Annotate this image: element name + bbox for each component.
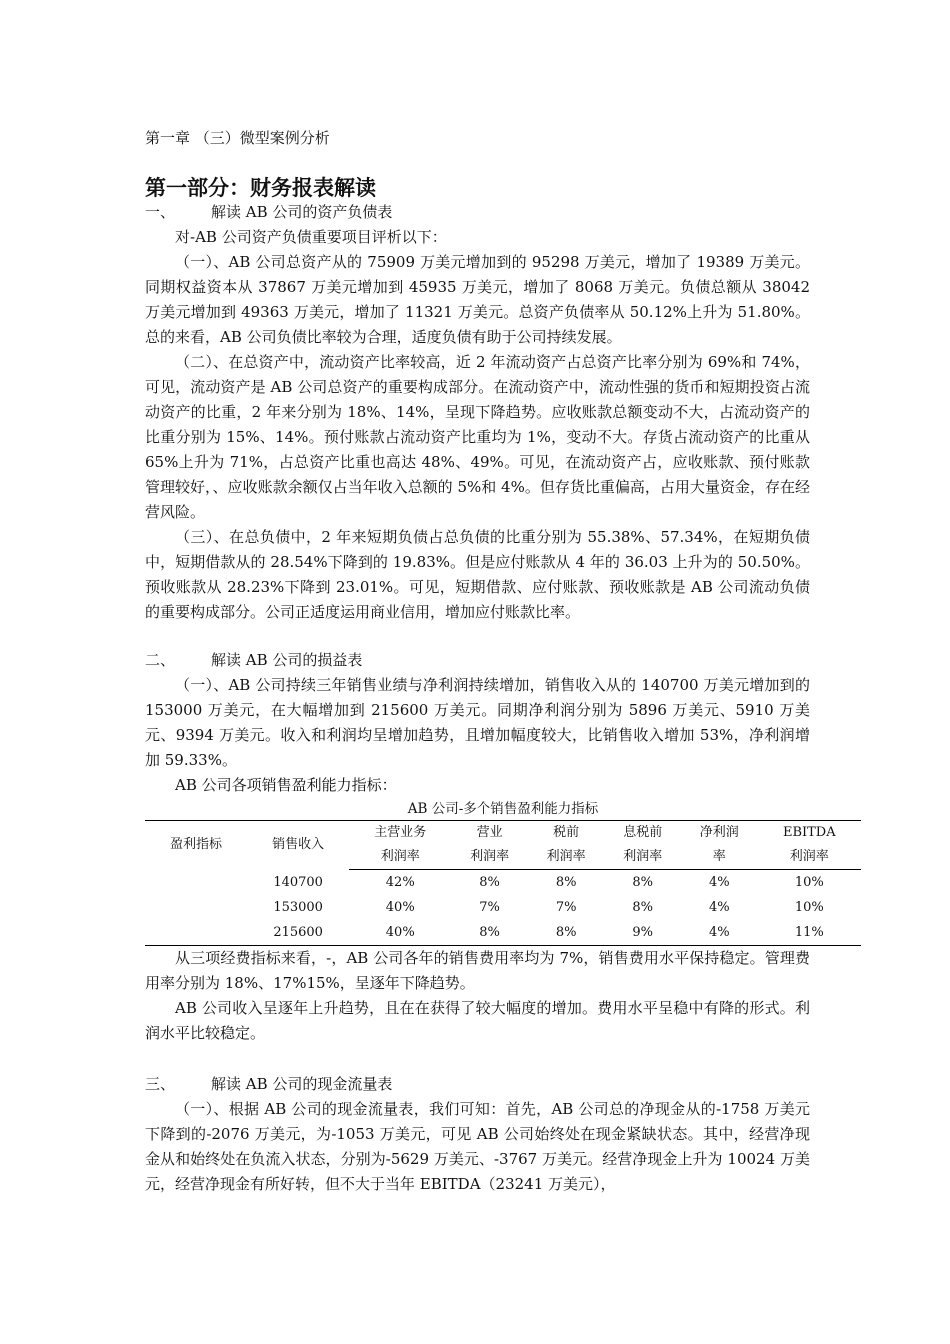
chapter-line: 第一章 （三）微型案例分析 — [145, 129, 330, 147]
table-cell: 4% — [708, 900, 730, 915]
header-cell: 盈利指标 — [145, 821, 247, 870]
table-cell: 8% — [479, 875, 500, 890]
table-cell: 10% — [794, 875, 824, 890]
section-heading — [145, 1072, 810, 1097]
paragraph: （一）、AB 公司总资产从的 75909 万美元增加到的 95298 万美元，增加了 19389 万美元。同期权益资本从 37867 万美元增加到 45935 万美元，增加了 8068 万美元。负债总额从 38042 万美元增加到 49363 万美元，增加了 11321 万美元。总资产负债率从 50.12%上升为 51.80%。总的来看，AB 公司负债比率较为合理，适度负债有助于公司持续发展。 — [145, 253, 810, 346]
section-number: 二、 — [145, 651, 176, 669]
table-cell: 215600 — [247, 920, 349, 946]
section-income-statement — [145, 648, 836, 1046]
paragraph: 从三项经费指标来看，-，AB 公司各年的销售费用率均为 7%，销售费用水平保持稳定。管理费用率分别为 18%、17%15%，呈逐年下降趋势。 — [145, 949, 810, 992]
header-cell: EBITDA — [758, 821, 861, 846]
table-cell: 8% — [555, 875, 577, 890]
table-cell: 7% — [479, 900, 500, 915]
section-title: 解读 AB 公司的现金流量表 — [211, 1075, 393, 1093]
header-cell: 税前 — [528, 821, 605, 846]
header-cell: 利润率 — [604, 845, 681, 870]
paragraph: （一）、根据 AB 公司的现金流量表，我们可知：首先，AB 公司总的净现金从的-1758 万美元下降到的-2076 万美元，为-1053 万美元，可见 AB 公司始终处在现金紧缺状态。其中，经营净现金从和始终处在负流入状态，分别为-5629 万美元、-3767 万美元。经营净现金上升为 10024 万美元，经营净现金有所好转，但不大于当年 EBITDA（23241 万美元）， — [145, 1100, 810, 1193]
header-cell: 销售收入 — [247, 821, 349, 870]
table-cell: 10% — [794, 900, 824, 915]
section-balance-sheet — [145, 200, 810, 625]
table-cell: 11% — [758, 920, 861, 946]
table-cell: 4% — [681, 920, 758, 946]
paragraph: （一）、AB 公司持续三年销售业绩与净利润持续增加，销售收入从的 140700 万美元增加到的 153000 万美元，在大幅增加到 215600 万美元。同期净利润分别为 5896 万美元、5910 万美元、9394 万美元。收入和利润均呈增加趋势，且增加幅度较大，比销售收入增加 53%，净利润增加 59.33%。 — [145, 676, 810, 769]
section-title: 解读 AB 公司的损益表 — [211, 651, 363, 669]
header-cell: 率 — [681, 845, 758, 870]
table-cell: 4% — [708, 875, 730, 890]
table-cell — [145, 870, 247, 896]
paragraph: （三）、在总负债中，2 年来短期负债占总负债的比重分别为 55.38%、57.34%，在短期负债中，短期借款从的 28.54%下降到的 19.83%。但是应付账款从 4 年的 36.03 上升为的 50.50%。预收账款从 28.23%下降到 23.01%。可见，短期借款、应付账款、预收账款是 AB 公司流动负债的重要构成部分。公司正适度运用商业信用，增加应付账款比率。 — [145, 528, 810, 621]
table-row — [145, 895, 861, 920]
table-cell: 40% — [349, 920, 451, 946]
section-cash-flow — [145, 1072, 810, 1197]
part-title: 第一部分：财务报表解读 — [145, 176, 376, 200]
table-cell: 8% — [451, 920, 528, 946]
table-row — [145, 920, 861, 946]
table-intro: AB 公司各项销售盈利能力指标： — [175, 776, 397, 794]
table-cell: 8% — [632, 900, 654, 915]
section-number: 一、 — [145, 203, 176, 221]
header-cell: 营业 — [451, 821, 528, 846]
header-cell: 利润率 — [528, 845, 605, 870]
table-cell — [145, 895, 247, 920]
table-cell: 140700 — [273, 874, 323, 890]
header-cell: 利润率 — [349, 845, 451, 870]
section-heading — [145, 648, 810, 673]
table-cell: 9% — [604, 920, 681, 946]
table-cell: 153000 — [273, 900, 323, 915]
section-heading — [145, 200, 810, 225]
paragraph: AB 公司收入呈逐年上升趋势，且在在获得了较大幅度的增加。费用水平呈稳中有降的形式。利润水平比较稳定。 — [145, 999, 810, 1042]
header-cell: 息税前 — [604, 821, 681, 846]
section-title: 解读 AB 公司的资产负债表 — [211, 203, 393, 221]
header-cell: 主营业务 — [349, 821, 451, 846]
table-cell: 40% — [385, 900, 415, 915]
table-cell: 8% — [528, 920, 605, 946]
header-cell: 利润率 — [758, 845, 861, 870]
header-cell: 利润率 — [451, 845, 528, 870]
profitability-table — [145, 820, 861, 946]
section-number: 三、 — [145, 1075, 176, 1093]
table-caption: AB 公司-多个销售盈利能力指标 — [407, 801, 599, 817]
paragraph: 对-AB 公司资产负债重要项目评析以下： — [175, 228, 447, 246]
table-cell — [145, 920, 247, 946]
table-cell: 8% — [632, 875, 654, 890]
table-cell: 42% — [385, 875, 415, 890]
header-cell: 净利润 — [681, 821, 758, 846]
table-row — [145, 870, 861, 896]
table-cell: 7% — [555, 900, 577, 915]
paragraph: （二）、在总资产中，流动资产比率较高，近 2 年流动资产占总资产比率分别为 69%和 74%，可见，流动资产是 AB 公司总资产的重要构成部分。在流动资产中，流动性强的货币和短期投资占流动资产的比重，2 年来分别为 18%、14%，呈现下降趋势。应收账款总额变动不大，占流动资产的比重分别为 15%、14%。预付账款占流动资产比重均为 1%，变动不大。存货占流动资产的比重从 65%上升为 71%，占总资产比重也高达 48%、49%。可见，在流动资产占，应收账款、预付账款管理较好，、应收账款余额仅占当年收入总额的 5%和 4%。但存货比重偏高，占用大量资金，存在经营风险。 — [145, 353, 810, 521]
profitability-table-wrap — [145, 798, 861, 946]
table-header-row — [145, 821, 861, 846]
